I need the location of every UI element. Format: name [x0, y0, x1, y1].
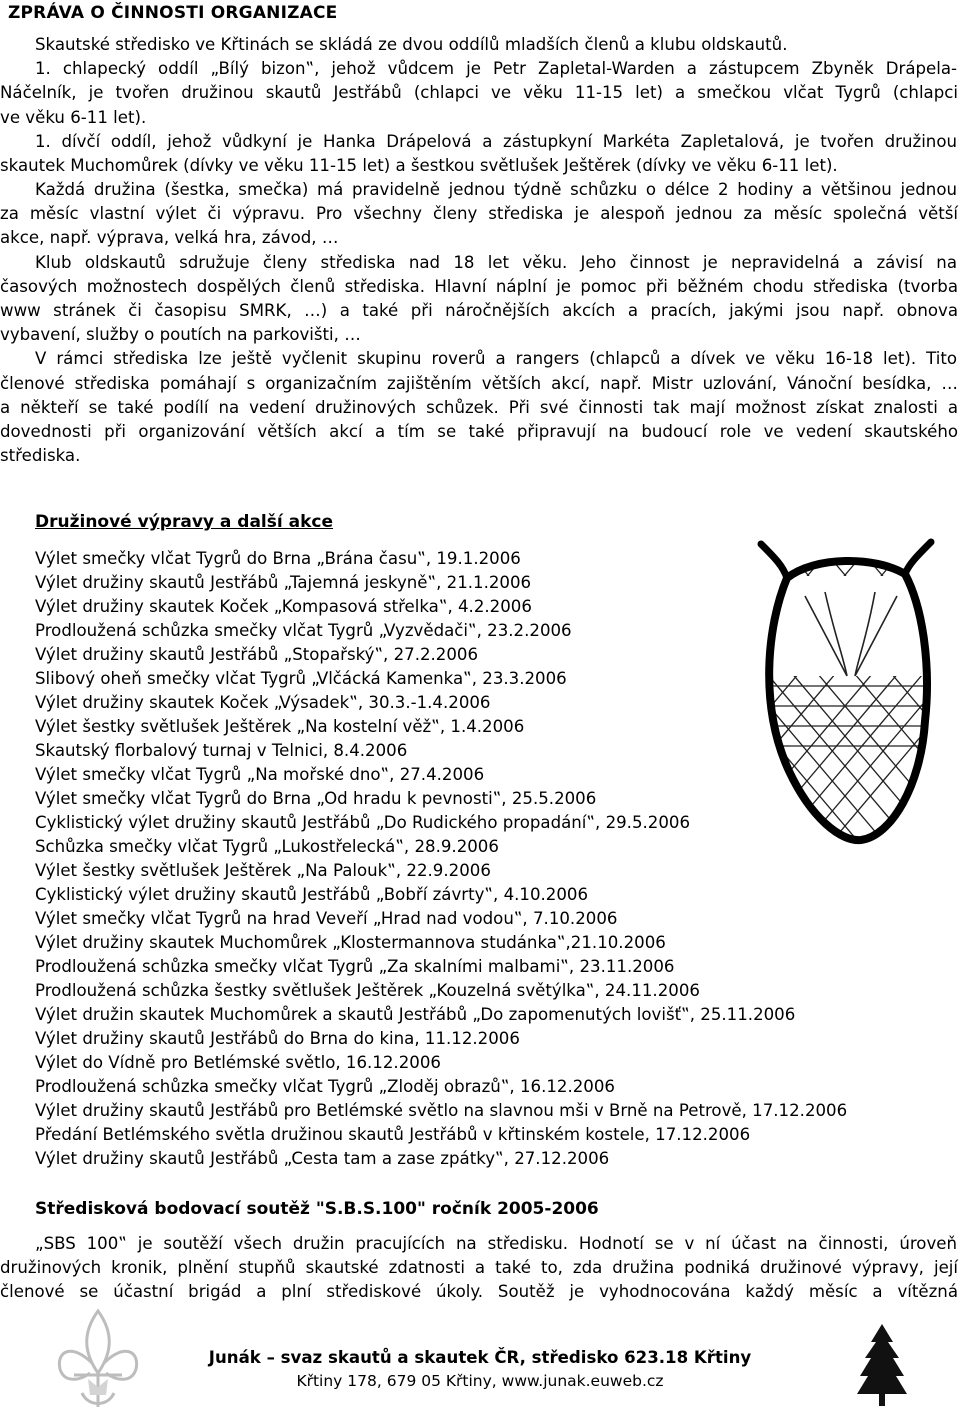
trip-item: Výlet smečky vlčat Tygrů do Brna „Od hradu k pevnosti‟, 25.5.2006 [35, 789, 597, 808]
competition-line: členové se účastní brigád a plní střediskové úkoly. Soutěž je vyhodnocována každý měsíc a vítězná [0, 1282, 958, 1301]
intro-line: časových možnostech dospělých členů střediska. Hlavní náplní je pomoc při běžném chodu střediska (tvorba [0, 277, 958, 296]
trip-item: Prodloužená schůzka smečky vlčat Tygrů „Zloděj obrazů‟, 16.12.2006 [35, 1077, 615, 1096]
trips-list [35, 547, 847, 1171]
trip-item: Výlet do Vídně pro Betlémské světlo, 16.12.2006 [35, 1053, 441, 1072]
footer-organization: Junák – svaz skautů a skautek ČR, středisko 623.18 Křtiny [208, 1348, 752, 1367]
trip-item: Výlet družiny skautek Koček „Výsadek‟, 30.3.-1.4.2006 [35, 693, 491, 712]
intro-line: Každá družina (šestka, smečka) má pravidelně jednou týdně schůzku o délce 2 hodiny a většinou jednou [35, 180, 957, 199]
trip-item: Prodloužená schůzka smečky vlčat Tygrů „Vyzvědači‟, 23.2.2006 [35, 621, 572, 640]
intro-line: a někteří se také podílí na vedení družinových schůzek. Při své činnosti tak mají možnost získat znalosti a [0, 398, 958, 417]
trip-item: Výlet družiny skautů Jestřábů „Stopařský‟, 27.2.2006 [35, 645, 479, 664]
trip-item: Výlet smečky vlčat Tygrů „Na mořské dno‟, 27.4.2006 [35, 765, 485, 784]
intro-line: dovednosti při organizování větších akcí a tím se také připravují na budoucí role ve vedení skautského [0, 422, 958, 441]
intro-line: Klub oldskautů sdružuje členy střediska nad 18 let věku. Jeho činnost je nepravidelná a závisí na [35, 253, 957, 272]
trip-item: Výlet smečky vlčat Tygrů na hrad Veveří „Hrad nad vodou‟, 7.10.2006 [35, 909, 618, 928]
intro-line: Skautské středisko ve Křtinách se skládá ze dvou oddílů mladších členů a klubu oldskautů. [35, 35, 788, 54]
intro-line: akce, např. výprava, velká hra, závod, … [0, 228, 339, 247]
intro-line: za měsíc vlastní výlet či výpravu. Pro všechny členy střediska je alespoň jednou za měsíc společná větší [0, 204, 958, 223]
intro-line: členové střediska pomáhají s organizačním zajištěním větších akcí, např. Mistr uzlování, Vánoční besídka, … [0, 374, 958, 393]
intro-line: ve věku 6-11 let). [0, 108, 147, 127]
trip-item: Výlet družiny skautek Muchomůrek „Klostermannova studánka‟,21.10.2006 [35, 933, 666, 952]
competition-line: „SBS 100‟ je soutěží všech družin pracujících na středisku. Hodnotí se v ní účast na činnosti, úroveň [35, 1234, 957, 1253]
intro-line: vybavení, služby o poutích na parkovišti, … [0, 325, 361, 344]
intro-line: 1. chlapecký oddíl „Bílý bizon‟, jehož vůdcem je Petr Zapletal-Warden a zástupcem Zbyněk Drápela- [35, 59, 957, 78]
trip-item: Prodloužená schůzka smečky vlčat Tygrů „Za skalními malbami‟, 23.11.2006 [35, 957, 675, 976]
trip-item: Výlet družiny skautů Jestřábů do Brna do kina, 11.12.2006 [35, 1029, 520, 1048]
trip-item: Skautský florbalový turnaj v Telnici, 8.4.2006 [35, 741, 408, 760]
page-title: ZPRÁVA O ČINNOSTI ORGANIZACE [8, 3, 338, 23]
trip-item: Výlet družiny skautek Koček „Kompasová střelka‟, 4.2.2006 [35, 597, 532, 616]
trip-item: Výlet družiny skautů Jestřábů „Cesta tam a zase zpátky‟, 27.12.2006 [35, 1149, 610, 1168]
trip-item: Schůzka smečky vlčat Tygrů „Lukostřelecká‟, 28.9.2006 [35, 837, 499, 856]
intro-line: Náčelník, je tvořen družinou skautů Jestřábů (chlapci ve věku 11-15 let) a smečkou vlčat Tygrů (chlapci [0, 83, 958, 102]
trip-item: Prodloužená schůzka šestky světlušek Ještěrek „Kouzelná světýlka‟, 24.11.2006 [35, 981, 700, 1000]
scout-lily-logo [52, 1303, 144, 1414]
trip-item: Předání Betlémského světla družinou skautů Jestřábů v křtinském kostele, 17.12.2006 [35, 1125, 751, 1144]
footer-address: Křtiny 178, 679 05 Křtiny, www.junak.euweb.cz [296, 1372, 664, 1390]
trip-item: Výlet družiny skautů Jestřábů pro Betlémské světlo na slavnou mši v Brně na Petrově, 17.12.2006 [35, 1101, 848, 1120]
competition-line: družinových kronik, plnění stupňů skautské zdatnosti a také to, zda družina podniká družinové výpravy, její [0, 1258, 958, 1277]
trips-heading [35, 512, 333, 532]
competition-heading: Středisková bodovací soutěž "S.B.S.100" ročník 2005-2006 [35, 1199, 599, 1219]
intro-line: V rámci střediska lze ještě vyčlenit skupinu roverů a rangers (chlapců a dívek ve věku 16-18 let). Tito [35, 349, 957, 368]
intro-line: 1. dívčí oddíl, jehož vůdkyní je Hanka Drápelová a zástupkyní Markéta Zapletalová, je tvořen družinou [35, 132, 957, 151]
intro-line: střediska. [0, 446, 81, 465]
intro-line: skautek Muchomůrek (dívky ve věku 11-15 let) a šestkou světlušek Ještěrek (dívky ve věku 6-11 let). [0, 156, 838, 175]
trip-item: Cyklistický výlet družiny skautů Jestřábů „Bobří závrty‟, 4.10.2006 [35, 885, 589, 904]
trip-item: Cyklistický výlet družiny skautů Jestřábů „Do Rudického propadání‟, 29.5.2006 [35, 813, 691, 832]
trip-item: Výlet smečky vlčat Tygrů do Brna „Brána času‟, 19.1.2006 [35, 549, 521, 568]
trip-item: Výlet šestky světlušek Ještěrek „Na kostelní věž‟, 1.4.2006 [35, 717, 525, 736]
trip-item: Výlet družiny skautů Jestřábů „Tajemná jeskyně‟, 21.1.2006 [35, 573, 532, 592]
trip-item: Výlet družin skautek Muchomůrek a skautů Jestřábů „Do zapomenutých lovišť‟, 25.11.2006 [35, 1005, 796, 1024]
intro-line: www stránek či časopisu SMRK, …) a také při náročnějších akcích a pracích, jakými jsou např. obnova [0, 301, 958, 320]
trip-item: Slibový oheň smečky vlčat Tygrů „Vlčácká Kamenka‟, 23.3.2006 [35, 669, 567, 688]
trip-item: Výlet šestky světlušek Ještěrek „Na Palouk‟, 22.9.2006 [35, 861, 491, 880]
tree-icon [857, 1322, 907, 1408]
snowshoe-illustration [755, 536, 937, 848]
trips-heading-text: Družinové výpravy a další akce [35, 512, 334, 532]
